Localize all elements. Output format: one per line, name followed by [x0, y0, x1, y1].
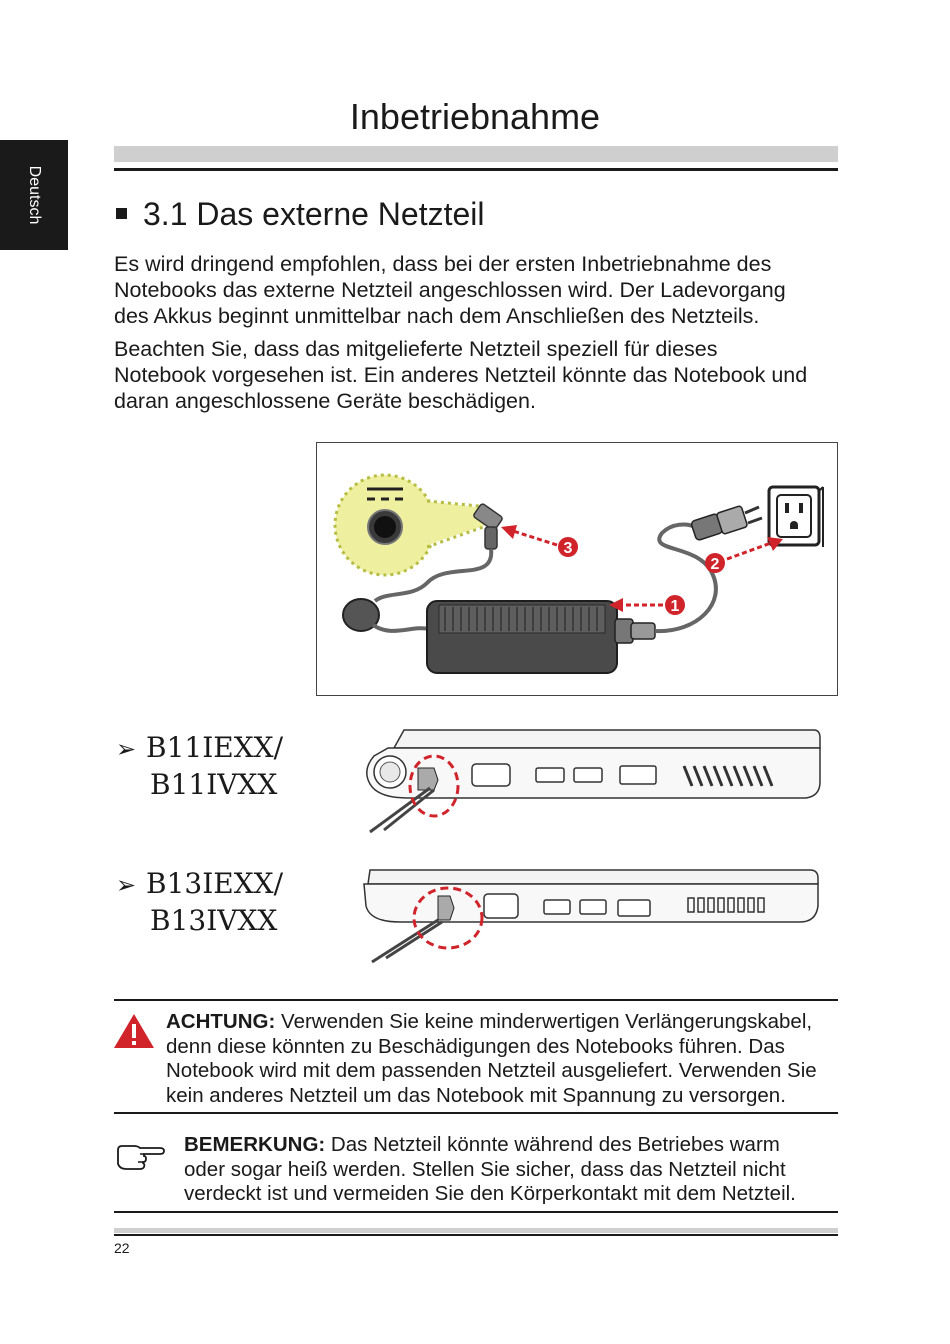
model-1-line-2: B11IVXX: [150, 768, 278, 801]
step-2-label: 2: [710, 556, 720, 573]
note-bottom-rule: [114, 1211, 838, 1213]
language-tab: [0, 140, 68, 250]
note-label: BEMERKUNG:: [184, 1133, 326, 1156]
wall-outlet-icon: [769, 487, 823, 547]
section-title: 3.1 Das externe Netzteil: [143, 196, 485, 232]
step-1-label: 1: [670, 598, 680, 615]
title-rule: [114, 168, 838, 171]
paragraph-2-line-1: Beachten Sie, dass das mitgelieferte Netzteil speziell für dieses: [114, 337, 718, 361]
warning-line-2: denn diese könnten zu Beschädigungen des Notebooks führen. Das: [166, 1034, 785, 1058]
model-2-line-1: B13IEXX/: [146, 867, 284, 900]
pointing-hand-icon: [114, 1140, 166, 1172]
laptop-b11-side-view: [348, 726, 824, 838]
warning-line-3: Notebook wird mit dem passenden Netzteil ausgeliefert. Verwenden Sie: [166, 1059, 817, 1082]
footer-bar: [114, 1228, 838, 1233]
paragraph-2: [114, 336, 854, 414]
model-2-label: [116, 866, 283, 939]
model-1-label: [116, 730, 283, 803]
warning-triangle-icon: [112, 1012, 156, 1050]
section-heading: [116, 196, 485, 233]
warning-line-1: Verwenden Sie keine minderwertigen Verlängerungskabel,: [275, 1010, 813, 1033]
paragraph-2-line-3: daran angeschlossene Geräte beschädigen.: [114, 389, 536, 413]
warning-line-4: kein anderes Netzteil um das Notebook mit Spannung zu versorgen.: [166, 1083, 786, 1107]
warning-text: [166, 1010, 856, 1108]
model-1-line-1: B11IEXX/: [146, 731, 284, 764]
page-title: Inbetriebnahme: [349, 96, 601, 137]
step-3-label: 3: [563, 540, 573, 557]
model-2-line-2: B13IVXX: [150, 904, 278, 937]
note-line-2: oder sogar heiß werden. Stellen Sie sicher, dass das Netzteil nicht: [184, 1157, 786, 1181]
step-3-arrow: [501, 525, 557, 545]
page-number: 22: [114, 1240, 130, 1256]
adapter-illustration: [317, 443, 837, 695]
title-bar: [114, 146, 838, 162]
paragraph-1-line-1: Es wird dringend empfohlen, dass bei der ersten Inbetriebnahme des: [114, 252, 772, 276]
footer-rule: [114, 1234, 838, 1236]
paragraph-1-line-2: Notebooks das externe Netzteil angeschlossen wird. Der Ladevorgang: [114, 278, 786, 302]
arrow-bullet-icon: ➢: [116, 871, 137, 899]
ac-cable: [655, 525, 716, 632]
laptop-b13-side-view: [360, 866, 822, 978]
warning-bottom-rule: [114, 1112, 838, 1114]
note-line-1: Das Netzteil könnte während des Betriebes warm: [325, 1133, 780, 1156]
paragraph-1: [114, 251, 854, 329]
adapter-connection-figure: [316, 442, 838, 696]
language-tab-label: Deutsch: [26, 165, 43, 225]
ac-plug-icon: [691, 506, 762, 541]
warning-top-rule: [114, 999, 838, 1001]
note-text: [184, 1133, 844, 1207]
power-brick-icon: [427, 601, 655, 673]
note-line-3: verdeckt ist und vermeiden Sie den Körperkontakt mit dem Netzteil.: [184, 1182, 796, 1205]
warning-label: ACHTUNG:: [166, 1010, 276, 1033]
paragraph-2-line-2: Notebook vorgesehen ist. Ein anderes Netzteil könnte das Notebook und: [114, 363, 808, 387]
step-2-arrow: [727, 537, 783, 559]
arrow-bullet-icon: ➢: [116, 735, 137, 763]
paragraph-1-line-3: des Akkus beginnt unmittelbar nach dem Anschließen des Netzteils.: [114, 304, 760, 328]
bullet-square-icon: [116, 208, 127, 219]
